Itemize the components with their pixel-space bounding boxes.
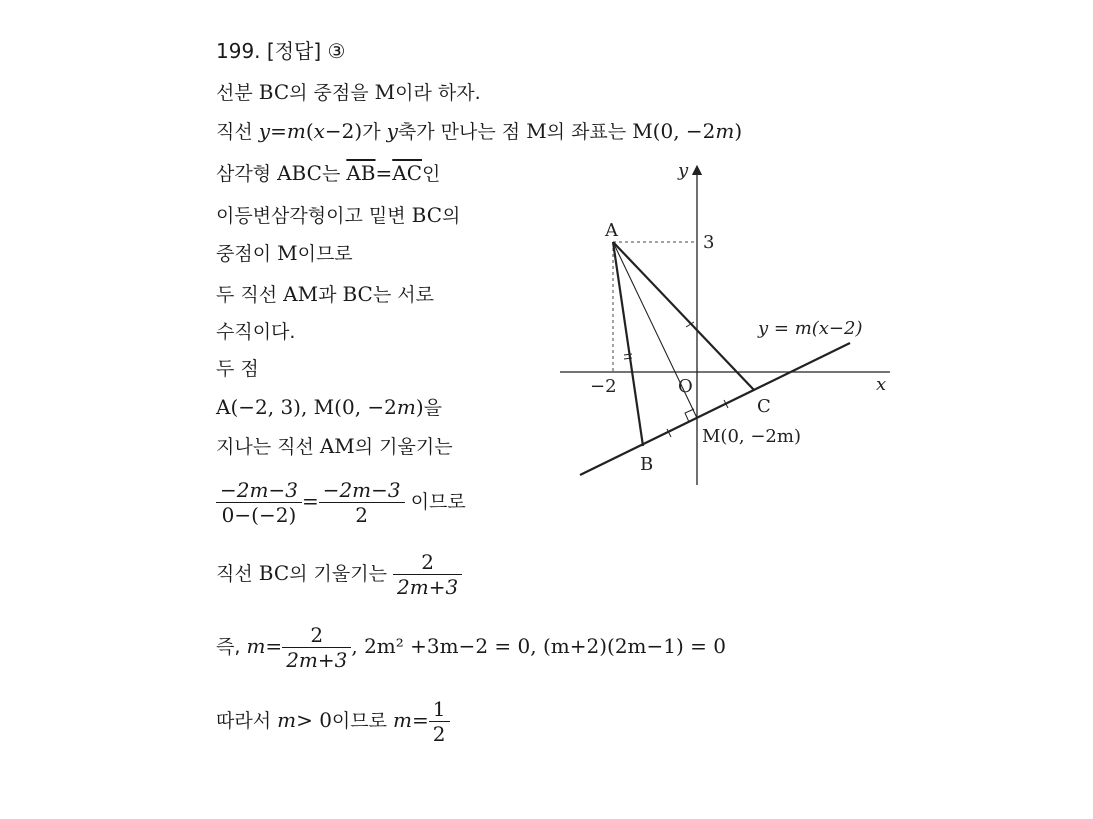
math: m — [286, 119, 306, 143]
text: 삼각형 — [216, 163, 272, 185]
text: 수직이다. — [216, 321, 296, 343]
text: 이므로 — [410, 491, 466, 513]
math: ) — [734, 119, 743, 143]
fraction-numerator: 1 — [429, 697, 450, 722]
math: x — [313, 119, 325, 143]
math: ABC — [277, 161, 322, 185]
text: 직선 — [216, 121, 253, 143]
text: 는 서로 — [372, 284, 434, 306]
solution-line-10 — [216, 433, 453, 460]
math: > 0 — [296, 708, 332, 732]
math: M — [277, 241, 298, 265]
fraction-denominator: 2m+3 — [286, 648, 348, 672]
math: M — [526, 119, 547, 143]
math: M — [374, 80, 396, 104]
math: m — [396, 395, 416, 419]
text: 중점이 — [216, 243, 272, 265]
solution-line-8 — [216, 356, 259, 382]
text: 의 — [442, 205, 461, 227]
fraction — [429, 697, 450, 746]
text: 가 — [362, 121, 381, 143]
problem-header — [216, 38, 345, 64]
fraction-numerator: −2m−3 — [216, 478, 302, 503]
math: BC — [258, 561, 290, 585]
math: AM — [283, 282, 319, 306]
math: m — [277, 708, 297, 732]
y-tick-label: 3 — [703, 232, 715, 253]
solution-line-4 — [216, 202, 460, 229]
line-bc — [580, 343, 850, 475]
text: 의 기울기는 — [289, 563, 387, 585]
text: 는 — [321, 163, 341, 185]
fraction — [282, 623, 351, 672]
text: 이라 하자. — [395, 82, 481, 104]
text: 이등변삼각형이고 밑변 — [216, 205, 406, 227]
fraction-denominator: 2m+3 — [397, 575, 459, 599]
text: 의 좌표는 — [546, 121, 627, 143]
text: 두 직선 — [216, 284, 278, 306]
fraction-denominator: 2 — [432, 722, 446, 746]
segment-ab: $\overline{AB}$ — [346, 161, 376, 185]
math: m — [393, 708, 412, 732]
text: 이므로 — [297, 243, 353, 265]
solution-line-9 — [216, 394, 442, 421]
text: 인 — [422, 163, 441, 185]
solution-line-6 — [216, 281, 434, 308]
math: BC — [411, 203, 443, 227]
x-axis-label: x — [876, 374, 887, 395]
text: 직선 — [216, 563, 253, 585]
fraction — [216, 478, 302, 527]
answer-label: [정답] — [266, 39, 322, 63]
fraction-numerator: 2 — [282, 623, 351, 648]
x-tick-label: −2 — [590, 376, 617, 397]
math: y — [386, 119, 398, 143]
fraction — [393, 550, 462, 599]
fraction-numerator: 2 — [393, 550, 462, 575]
line-equation-label: y = m(x−2) — [758, 318, 863, 339]
text: 의 기울기는 — [354, 436, 453, 458]
solution-line-5 — [216, 240, 353, 267]
solution-line-11 — [216, 473, 466, 530]
coordinate-figure — [550, 150, 910, 490]
math: = — [301, 489, 319, 513]
text: 즉, — [216, 636, 241, 658]
math: , 2m² +3m−2 = 0, (m+2)(2m−1) = 0 — [351, 634, 727, 658]
text: 선분 — [216, 82, 253, 104]
point-c-label: C — [757, 396, 771, 417]
text: 이므로 — [331, 710, 387, 732]
math: M(0, −2 — [632, 119, 716, 143]
math: y — [258, 119, 271, 143]
solution-line-14 — [216, 692, 450, 749]
math: = — [412, 708, 429, 732]
math: ) — [415, 395, 424, 419]
fraction-denominator: 2 — [355, 503, 369, 527]
math: A(−2, 3), M(0, −2 — [216, 395, 397, 419]
solution-line-3 — [216, 160, 440, 187]
answer-value: ③ — [327, 39, 346, 63]
solution-line-13 — [216, 618, 726, 675]
segment-ac: $\overline{AC}$ — [392, 161, 422, 185]
tick-mark — [624, 354, 632, 355]
text: 축가 만나는 점 — [397, 121, 521, 143]
text: 지나는 직선 — [216, 436, 314, 458]
math: AM — [319, 434, 355, 458]
solution-line-7 — [216, 319, 295, 345]
point-a-label: A — [605, 220, 618, 241]
text: 의 중점을 — [289, 82, 369, 104]
point-m-label: M(0, −2m) — [702, 426, 801, 447]
text: 따라서 — [216, 710, 272, 732]
math: = — [270, 119, 287, 143]
problem-number: 199. — [216, 39, 261, 63]
text: 두 점 — [216, 358, 259, 380]
math: = — [375, 161, 393, 185]
math: ( — [305, 119, 314, 143]
math: −2) — [324, 119, 363, 143]
solution-line-2 — [216, 118, 742, 145]
math: BC — [258, 80, 290, 104]
math: m — [246, 634, 266, 658]
math: m — [715, 119, 735, 143]
origin-label: O — [678, 376, 693, 397]
solution-line-1 — [216, 79, 481, 106]
math: BC — [342, 282, 373, 306]
math: = — [265, 634, 283, 658]
text: 을 — [423, 397, 443, 419]
fraction-denominator: 0−(−2) — [221, 503, 297, 527]
point-b-label: B — [640, 454, 654, 475]
segment-a-c — [613, 242, 754, 390]
solution-line-12 — [216, 545, 462, 602]
fraction — [319, 478, 405, 527]
fraction-numerator: −2m−3 — [319, 478, 405, 503]
y-axis-label: y — [678, 160, 689, 181]
text: 과 — [318, 284, 337, 306]
